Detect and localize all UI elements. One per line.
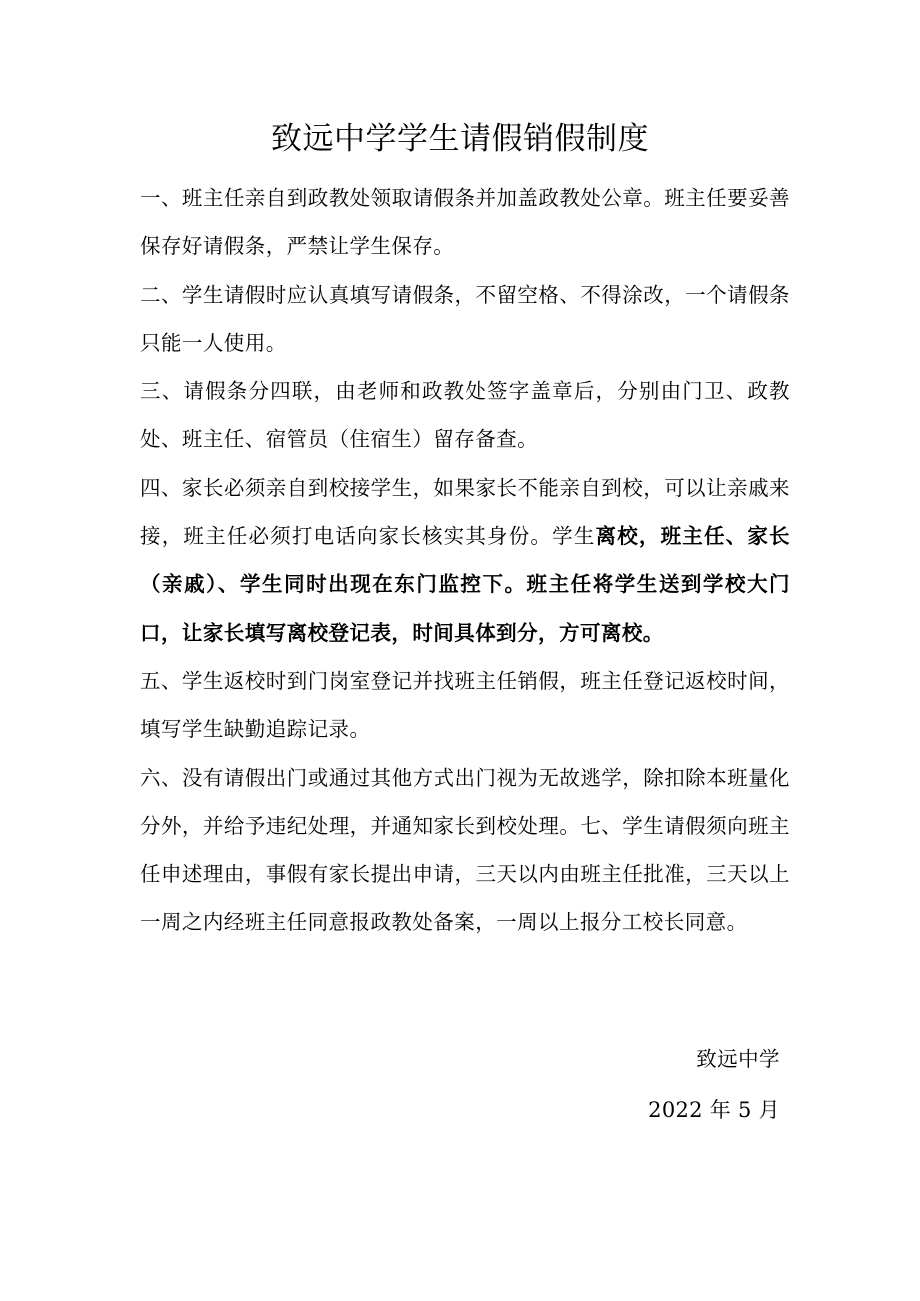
paragraph-4-text: 四、家长必须亲自到校接学生，如果家长不能亲自到校，可以让亲戚来接，班主任必须打电话向家长核实其身份。学生 [140,475,790,549]
paragraph-2: 二、学生请假时应认真填写请假条，不留空格、不得涂改，一个请假条只能一人使用。 [140,282,790,355]
paragraph-1: 一、班主任亲自到政教处领取请假条并加盖政教处公章。班主任要妥善保存好请假条，严禁让学生保存。 [140,186,790,259]
signature-organization: 致远中学 [696,1047,780,1071]
document-title: 致远中学学生请假销假制度 [271,121,649,157]
paragraph-6: 六、没有请假出门或通过其他方式出门视为无故逃学，除扣除本班量化分外，并给予违纪处理，并通知家长到校处理。七、学生请假须向班主任申述理由，事假有家长提出申请，三天以内由班主任批准，三天以上一周之内经班主任同意报政教处备案，一周以上报分工校长同意。 [140,765,790,935]
paragraph-4 [140,464,790,657]
paragraph-5: 五、学生返校时到门岗室登记并找班主任销假，班主任登记返校时间，填写学生缺勤追踪记录。 [140,668,790,742]
signature-date: 2022 年 5 月 [648,1098,780,1122]
paragraph-3: 三、请假条分四联，由老师和政教处签字盖章后，分别由门卫、政教处、班主任、宿管员（住宿生）留存备查。 [140,379,790,452]
paragraph-4-bold-text: 离校，班主任、家长（亲戚）、学生同时出现在东门监控下。班主任将学生送到学校大门口，让家长填写离校登记表，时间具体到分，方可离校。 [140,524,790,645]
document-body [140,174,790,947]
